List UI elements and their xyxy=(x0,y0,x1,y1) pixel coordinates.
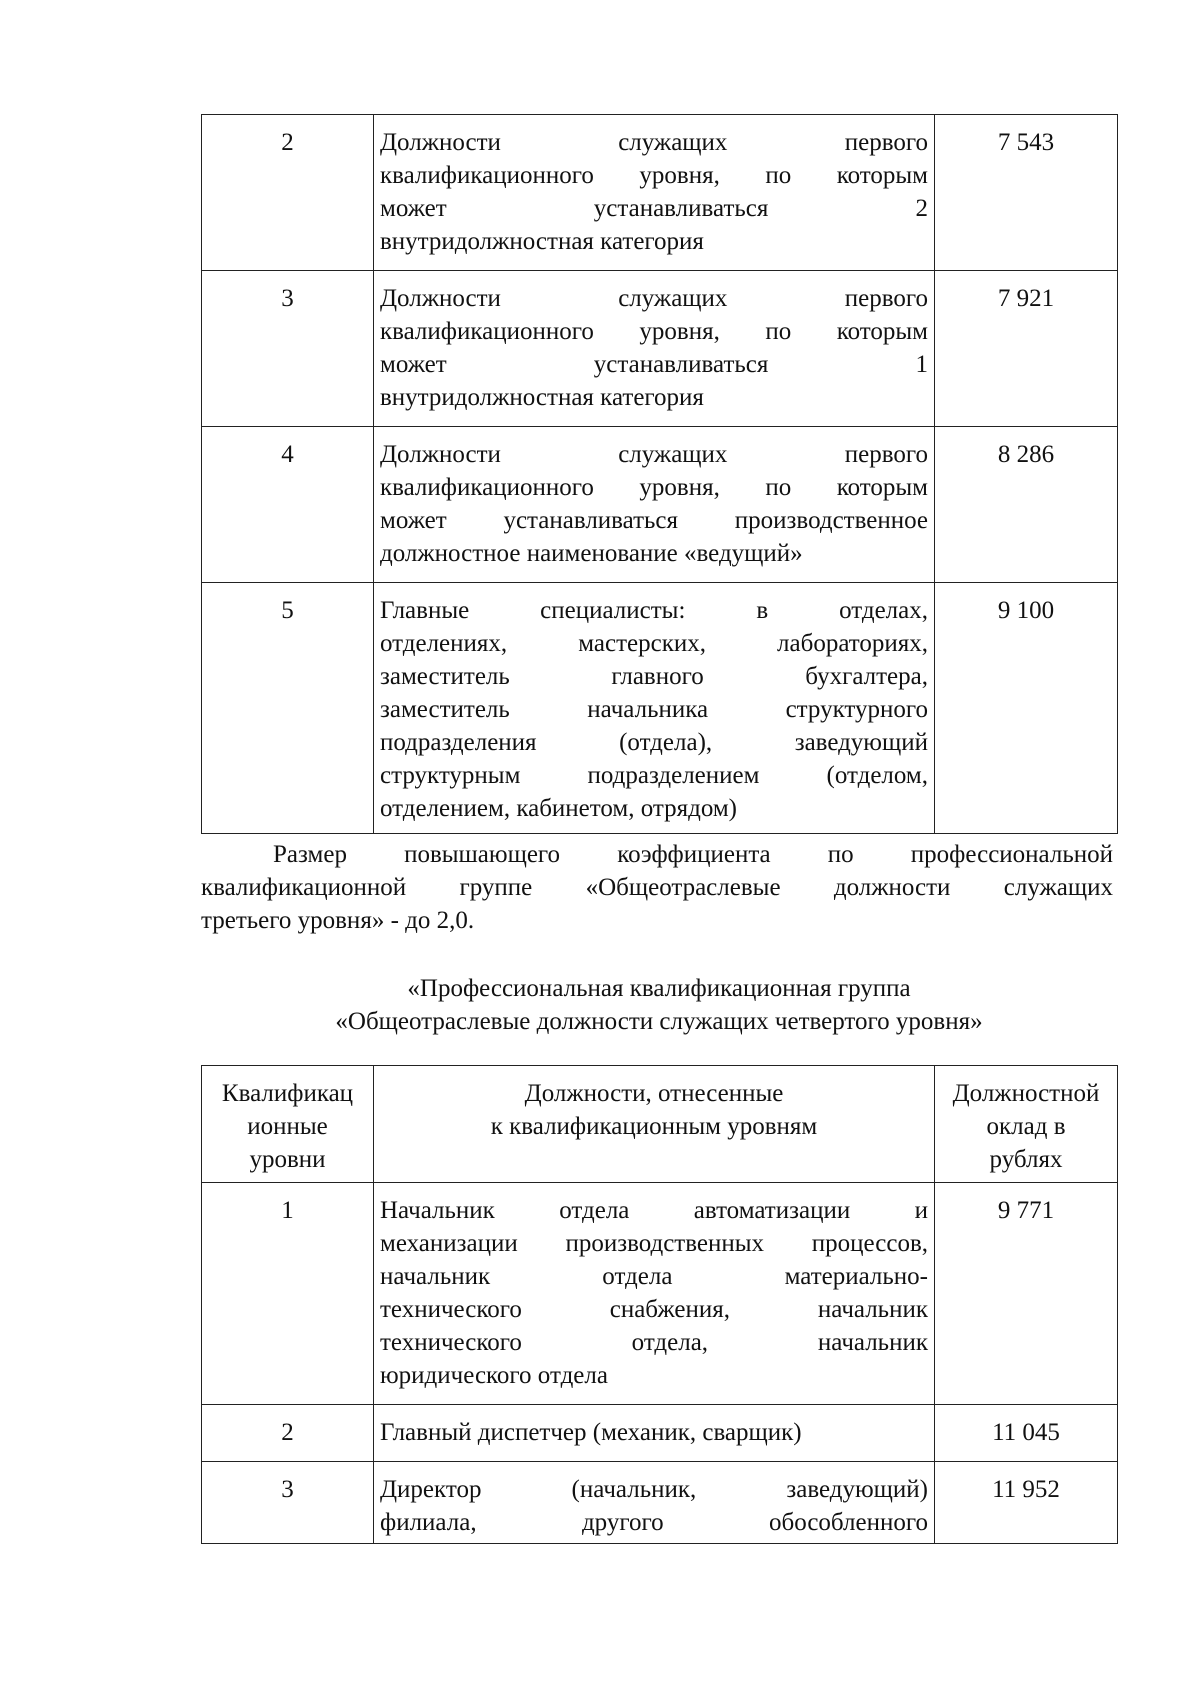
text-line: механизации производственных процессов, xyxy=(380,1230,928,1257)
salary-cell: 7 921 xyxy=(935,271,1118,427)
header-line: оклад в xyxy=(986,1113,1066,1140)
text-line: должностное наименование «ведущий» xyxy=(380,540,803,567)
heading-line: «Общеотраслевые должности служащих четвертого уровня» xyxy=(335,1008,983,1035)
text-line: структурным подразделением (отделом, xyxy=(380,762,928,789)
header-line: Квалификац xyxy=(221,1080,354,1107)
salary-cell: 11 952 xyxy=(935,1462,1118,1544)
text-line: третьего уровня» - до 2,0. xyxy=(201,907,475,934)
level-cell: 2 xyxy=(202,115,374,271)
column-header-level xyxy=(202,1066,374,1183)
text-line: Директор (начальник, заведующий) xyxy=(380,1476,928,1503)
positions-cell xyxy=(374,1183,935,1405)
text-line: подразделения (отдела), заведующий xyxy=(380,729,928,756)
positions-cell xyxy=(374,271,935,427)
positions-cell xyxy=(374,1462,935,1544)
heading-line: «Профессиональная квалификационная группа xyxy=(407,975,911,1002)
salary-table-third-level xyxy=(201,114,1118,834)
salary-cell: 8 286 xyxy=(935,427,1118,583)
table-row xyxy=(202,427,1118,583)
text-line: Должности служащих первого xyxy=(380,441,928,468)
table-row xyxy=(202,1183,1118,1405)
text-line: отделением, кабинетом, отрядом) xyxy=(380,795,737,822)
coefficient-paragraph xyxy=(201,838,1113,937)
header-line: Должности, отнесенные xyxy=(524,1080,784,1107)
text-line: филиала, другого обособленного xyxy=(380,1509,928,1536)
text-line: отделениях, мастерских, лабораториях, xyxy=(380,630,928,657)
positions-cell xyxy=(374,1405,935,1462)
text-line: может устанавливаться 2 xyxy=(380,195,928,222)
salary-cell: 9 771 xyxy=(935,1183,1118,1405)
text-line: начальник отдела материально- xyxy=(380,1263,928,1290)
level-cell: 3 xyxy=(202,271,374,427)
header-line: уровни xyxy=(249,1146,326,1173)
table-row xyxy=(202,1405,1118,1462)
text-line: внутридолжностная категория xyxy=(380,228,704,255)
table-row xyxy=(202,583,1118,834)
table-row xyxy=(202,1462,1118,1544)
text-line: технического отдела, начальник xyxy=(380,1329,928,1356)
table-row xyxy=(202,271,1118,427)
level-cell: 5 xyxy=(202,583,374,834)
salary-table-fourth-level xyxy=(201,1065,1118,1544)
text-line: может устанавливаться производственное xyxy=(380,507,928,534)
column-header-positions xyxy=(374,1066,935,1183)
salary-cell: 9 100 xyxy=(935,583,1118,834)
text-line: технического снабжения, начальник xyxy=(380,1296,928,1323)
text-line: заместитель главного бухгалтера, xyxy=(380,663,928,690)
level-cell: 2 xyxy=(202,1405,374,1462)
header-line: к квалификационным уровням xyxy=(490,1113,818,1140)
text-line: квалификационной группе «Общеотраслевые должности служащих xyxy=(201,874,1113,901)
section-heading xyxy=(201,972,1117,1038)
text-line: Начальник отдела автоматизации и xyxy=(380,1197,928,1224)
header-line: Должностной xyxy=(952,1080,1100,1107)
level-cell: 1 xyxy=(202,1183,374,1405)
positions-cell xyxy=(374,583,935,834)
text-line: может устанавливаться 1 xyxy=(380,351,928,378)
text-line: квалификационного уровня, по которым xyxy=(380,474,928,501)
text-line: Главные специалисты: в отделах, xyxy=(380,597,928,624)
level-cell: 3 xyxy=(202,1462,374,1544)
positions-cell xyxy=(374,427,935,583)
text-line: Должности служащих первого xyxy=(380,129,928,156)
table-header-row xyxy=(202,1066,1118,1183)
salary-cell: 7 543 xyxy=(935,115,1118,271)
header-line: ионные xyxy=(247,1113,328,1140)
table-row xyxy=(202,115,1118,271)
text-line: заместитель начальника структурного xyxy=(380,696,928,723)
text-line: Размер повышающего коэффициента по профессиональной xyxy=(273,841,1113,868)
level-cell: 4 xyxy=(202,427,374,583)
header-line: рублях xyxy=(989,1146,1063,1173)
positions-cell xyxy=(374,115,935,271)
salary-cell: 11 045 xyxy=(935,1405,1118,1462)
text-line: внутридолжностная категория xyxy=(380,384,704,411)
column-header-salary xyxy=(935,1066,1118,1183)
text-line: юридического отдела xyxy=(380,1362,608,1389)
text-line: Главный диспетчер (механик, сварщик) xyxy=(380,1419,802,1446)
text-line: квалификационного уровня, по которым xyxy=(380,318,928,345)
text-line: Должности служащих первого xyxy=(380,285,928,312)
text-line: квалификационного уровня, по которым xyxy=(380,162,928,189)
